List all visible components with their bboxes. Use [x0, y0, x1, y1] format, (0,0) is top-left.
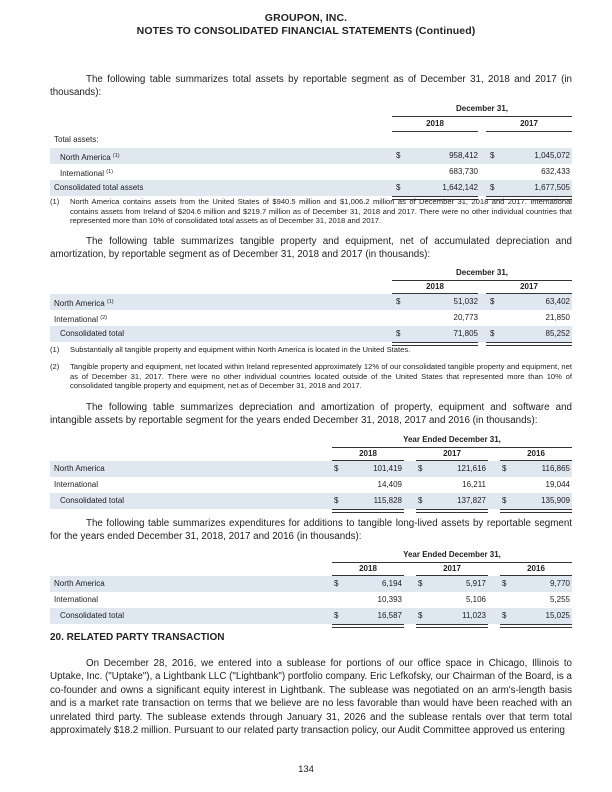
value-cell: 137,827: [457, 496, 486, 505]
related-party-paragraph: On December 28, 2016, we entered into a sublease for portions of our office space in Chicago, Illinois to Uptake, Inc. ("Uptake"), a Lightbank LLC ("Lightbank") portfolio company. Eric Lefkofsky, our Chairman of the Board, is a co-founder and owns a significant equity interest in Lightbank. The sublease was negotiated on an arm's-length basis and is a market rate transaction on terms that we believe are no less favorable than would have been reached with an unrelated third party. The sublease extends through January 31, 2026 and the sublease rentals over that term total approximately $18.2 million. Pursuant to our related party transaction policy, our Audit Committee approved us entering: [50, 658, 572, 737]
value-cell: 11,023: [462, 611, 486, 620]
row-label: North America: [54, 579, 105, 588]
table-row: Consolidated total $ 115,828 $ 137,827 $ 135,909: [50, 493, 572, 509]
row-label: Consolidated total: [60, 329, 125, 338]
table3-period-header: Year Ended December 31,: [403, 435, 501, 444]
value-cell: 16,587: [377, 611, 402, 620]
table3-year-2017: 2017: [443, 449, 461, 458]
value-cell: 121,616: [457, 464, 486, 473]
property-equipment-table: [50, 268, 572, 348]
row-label: North America $^{(1)}$: [60, 153, 120, 162]
row-label: North America: [54, 464, 105, 473]
value-cell: 16,211: [462, 480, 486, 489]
value-cell: 683,730: [449, 167, 478, 176]
table-row: [50, 592, 572, 608]
table-row: [50, 477, 572, 493]
value-cell: 632,433: [541, 167, 570, 176]
row-label: International: [54, 480, 99, 489]
value-cell: 5,255: [549, 595, 570, 604]
value-cell: 63,402: [545, 297, 570, 306]
value-cell: 1,677,505: [534, 183, 570, 192]
table-row: Consolidated total $ 16,587 $ 11,023 $ 15,025: [50, 608, 572, 624]
value-cell: 14,409: [377, 480, 402, 489]
table-row: North America $ 101,419 $ 121,616 $ 116,865: [50, 461, 572, 477]
value-cell: 116,865: [541, 464, 570, 473]
company-name: GROUPON, INC.: [264, 12, 348, 24]
table4-year-2016: 2016: [527, 564, 545, 573]
table-row: North America $^{(1)}$ $ 51,032 $ 63,402: [50, 294, 572, 310]
value-cell: 10,393: [377, 595, 402, 604]
table3-year-2016: 2016: [527, 449, 545, 458]
table-row: [50, 164, 572, 180]
row-label: Consolidated total: [60, 496, 125, 505]
section-title: 20. RELATED PARTY TRANSACTION: [50, 632, 225, 643]
intro-property-equipment: The following table summarizes tangible property and equipment, net of accumulated depreciation and amortization, by reportable segment as of December 31, 2018 and 2017 (in thousands):: [50, 236, 572, 261]
value-cell: 115,828: [373, 496, 402, 505]
row-label: International $^{(1)}$: [60, 169, 113, 178]
value-cell: 51,032: [453, 297, 478, 306]
value-cell: 135,909: [541, 496, 570, 505]
row-label: International: [54, 595, 99, 604]
table4-period-header: Year Ended December 31,: [403, 550, 501, 559]
document-subtitle: NOTES TO CONSOLIDATED FINANCIAL STATEMENTS (Continued): [136, 25, 476, 37]
table1-footnote: (1) North America contains assets from the United States of $940.5 million and $1,006.2 million as of December 31, 2018 and 2017. International contains assets from Ireland of $204.6 million and $219.7 million as of December 31, 2018 and 2017. There were no other individual countries that represented more than 10% of consolidated total assets as of December 31, 2018 and 2017.: [50, 197, 572, 226]
value-cell: 15,025: [545, 611, 570, 620]
table1-year-2018: 2018: [426, 119, 444, 128]
intro-depreciation: The following table summarizes depreciation and amortization of property, equipment and software and intangible assets by reportable segment for the years ended December 31, 2018, 2017 and 2016 (in thousands):: [50, 402, 572, 427]
depreciation-table: [50, 435, 572, 505]
table-row: North America $^{(1)}$ $ 958,412 $ 1,045,072: [50, 148, 572, 164]
table-row: North America $ 6,194 $ 5,917 $ 9,770: [50, 576, 572, 592]
table1-section-label: Total assets:: [54, 135, 99, 144]
value-cell: 71,805: [453, 329, 478, 338]
page-number: 134: [298, 764, 314, 775]
value-cell: 1,045,072: [534, 151, 570, 160]
table3-year-2018: 2018: [359, 449, 377, 458]
value-cell: 20,773: [453, 313, 478, 322]
intro-total-assets: The following table summarizes total assets by reportable segment as of December 31, 2018 and 2017 (in thousands):: [50, 74, 572, 99]
value-cell: 19,044: [545, 480, 570, 489]
table2-footnote-2: (2) Tangible property and equipment, net located within Ireland represented approximately 12% of our consolidated tangible property and equipment, net as of December 31, 2017. There were no other individual countries located outside of the United States that represented more than 10% of consolidated tangible property and equipment, net as of December 31, 2018 and 2017.: [50, 362, 572, 391]
table1-year-2017: 2017: [520, 119, 538, 128]
table2-year-2018: 2018: [426, 282, 444, 291]
row-label: International $^{(2)}$: [54, 315, 107, 324]
value-cell: 958,412: [449, 151, 478, 160]
intro-expenditures: The following table summarizes expenditures for additions to tangible long-lived assets by reportable segment for the years ended December 31, 2018, 2017 and 2016 (in thousands):: [50, 518, 572, 543]
table2-footnote-1: (1) Substantially all tangible property and equipment within North America is located in the United States.: [50, 345, 411, 354]
table4-year-2018: 2018: [359, 564, 377, 573]
table-row: [50, 132, 572, 148]
table2-period-header: December 31,: [455, 268, 509, 277]
table-row: [50, 310, 572, 326]
table-row: Consolidated total assets $ 1,642,142 $ 1,677,505: [50, 180, 572, 196]
value-cell: 6,194: [381, 579, 402, 588]
value-cell: 5,917: [465, 579, 486, 588]
value-cell: 21,850: [545, 313, 570, 322]
table2-year-2017: 2017: [520, 282, 538, 291]
value-cell: 9,770: [549, 579, 570, 588]
row-label: North America $^{(1)}$: [54, 299, 114, 308]
row-label: Consolidated total assets: [54, 183, 144, 192]
value-cell: 1,642,142: [442, 183, 478, 192]
value-cell: 5,106: [465, 595, 486, 604]
table4-year-2017: 2017: [443, 564, 461, 573]
table1-period-header: December 31,: [455, 104, 509, 113]
table-row: Consolidated total $ 71,805 $ 85,252: [50, 326, 572, 342]
value-cell: 85,252: [545, 329, 570, 338]
expenditures-table: [50, 550, 572, 620]
row-label: Consolidated total: [60, 611, 125, 620]
value-cell: 101,419: [373, 464, 402, 473]
